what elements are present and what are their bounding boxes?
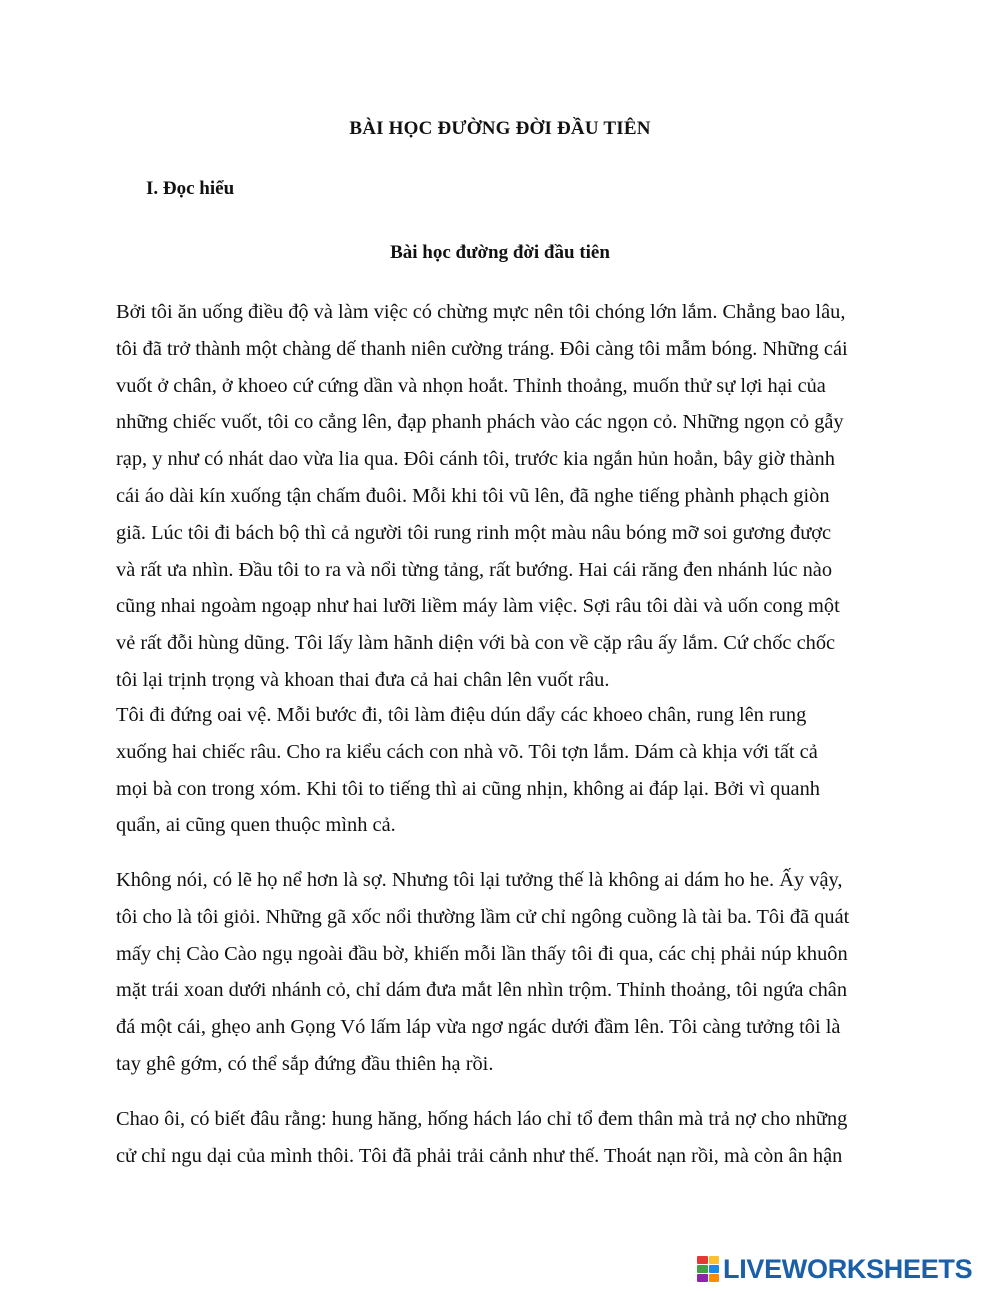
paragraph-1 bbox=[116, 294, 896, 699]
logo-mark-cell bbox=[697, 1274, 708, 1282]
text-line: cũng nhai ngoàm ngoạp như hai lưỡi liềm máy làm việc. Sợi râu tôi dài và uốn cong một bbox=[116, 595, 840, 618]
text-line: tôi cho là tôi giỏi. Những gã xốc nổi thường lầm cử chỉ ngông cuồng là tài ba. Tôi đã quát bbox=[116, 905, 850, 928]
text-line: mặt trái xoan dưới nhánh cỏ, chỉ dám đưa mắt lên nhìn trộm. Thỉnh thoảng, tôi ngứa chân bbox=[116, 979, 848, 1002]
text-line: tôi đã trở thành một chàng dế thanh niên cường tráng. Đôi càng tôi mẫm bóng. Những cái bbox=[116, 337, 848, 360]
text-line: rạp, y như có nhát dao vừa lia qua. Đôi cánh tôi, trước kia ngắn hủn hoẳn, bây giờ thành bbox=[116, 448, 835, 471]
logo-text: LIVEWORKSHEETS bbox=[723, 1253, 973, 1284]
paragraph-4 bbox=[116, 1101, 896, 1175]
text-line: xuống hai chiếc râu. Cho ra kiểu cách con nhà võ. Tôi tợn lắm. Dám cà khịa với tất cả bbox=[116, 740, 818, 763]
text-line: đá một cái, ghẹo anh Gọng Vó lấm láp vừa ngơ ngác dưới đầm lên. Tôi càng tưởng tôi là bbox=[116, 1016, 841, 1039]
logo-mark-cell bbox=[709, 1274, 720, 1282]
text-line: Chao ôi, có biết đâu rằng: hung hăng, hống hách láo chỉ tổ đem thân mà trả nợ cho những bbox=[116, 1108, 848, 1130]
logo-mark-cell bbox=[709, 1256, 720, 1264]
text-line: mấy chị Cào Cào ngụ ngoài đầu bờ, khiến mỗi lần thấy tôi đi qua, các chị phải núp khuôn bbox=[116, 942, 848, 965]
paragraph-3 bbox=[116, 862, 896, 1083]
text-line: vuốt ở chân, ở khoeo cứ cứng dần và nhọn hoắt. Thỉnh thoảng, muốn thử sự lợi hại của bbox=[116, 374, 826, 397]
logo-mark-cell bbox=[697, 1265, 708, 1273]
logo-mark-cell bbox=[709, 1265, 720, 1273]
text-line: mọi bà con trong xóm. Khi tôi to tiếng thì ai cũng nhịn, không ai đáp lại. Bởi vì quanh bbox=[116, 777, 820, 800]
text-line: cử chỉ ngu dại của mình thôi. Tôi đã phải trải cảnh như thế. Thoát nạn rồi, mà còn ân hận bbox=[116, 1144, 843, 1167]
text-line: giã. Lúc tôi đi bách bộ thì cả người tôi rung rinh một màu nâu bóng mỡ soi gương được bbox=[116, 521, 832, 544]
passage-title: Bài học đường đời đầu tiên bbox=[390, 242, 610, 263]
document-title: BÀI HỌC ĐƯỜNG ĐỜI ĐẦU TIÊN bbox=[349, 118, 651, 139]
text-line: vẻ rất đỗi hùng dũng. Tôi lấy làm hãnh diện với bà con về cặp râu ấy lắm. Cứ chốc chốc bbox=[116, 632, 836, 655]
text-line: tôi lại trịnh trọng và khoan thai đưa cả hai chân lên vuốt râu. bbox=[116, 668, 610, 691]
liveworksheets-logo-icon bbox=[697, 1256, 719, 1282]
liveworksheets-logo[interactable] bbox=[697, 1252, 972, 1286]
text-line: tay ghê gớm, có thể sắp đứng đầu thiên hạ rồi. bbox=[116, 1052, 494, 1075]
text-line: Bởi tôi ăn uống điều độ và làm việc có chừng mực nên tôi chóng lớn lắm. Chẳng bao lâu, bbox=[116, 301, 846, 323]
text-line: Không nói, có lẽ họ nể hơn là sợ. Nhưng tôi lại tưởng thế là không ai dám ho he. Ấy vậy, bbox=[116, 869, 843, 891]
section-heading: I. Đọc hiểu bbox=[146, 178, 235, 199]
text-line: quẩn, ai cũng quen thuộc mình cả. bbox=[116, 814, 396, 837]
paragraph-2 bbox=[116, 697, 896, 844]
text-line: cái áo dài kín xuống tận chấm đuôi. Mỗi khi tôi vũ lên, đã nghe tiếng phành phạch giòn bbox=[116, 484, 830, 507]
text-line: và rất ưa nhìn. Đầu tôi to ra và nổi từng tảng, rất bướng. Hai cái răng đen nhánh lúc nào bbox=[116, 558, 833, 581]
text-line: Tôi đi đứng oai vệ. Mỗi bước đi, tôi làm điệu dún dẩy các khoeo chân, rung lên rung bbox=[116, 704, 807, 726]
text-line: những chiếc vuốt, tôi co cẳng lên, đạp phanh phách vào các ngọn cỏ. Những ngọn cỏ gẫy bbox=[116, 411, 844, 434]
logo-mark-cell bbox=[697, 1256, 708, 1264]
